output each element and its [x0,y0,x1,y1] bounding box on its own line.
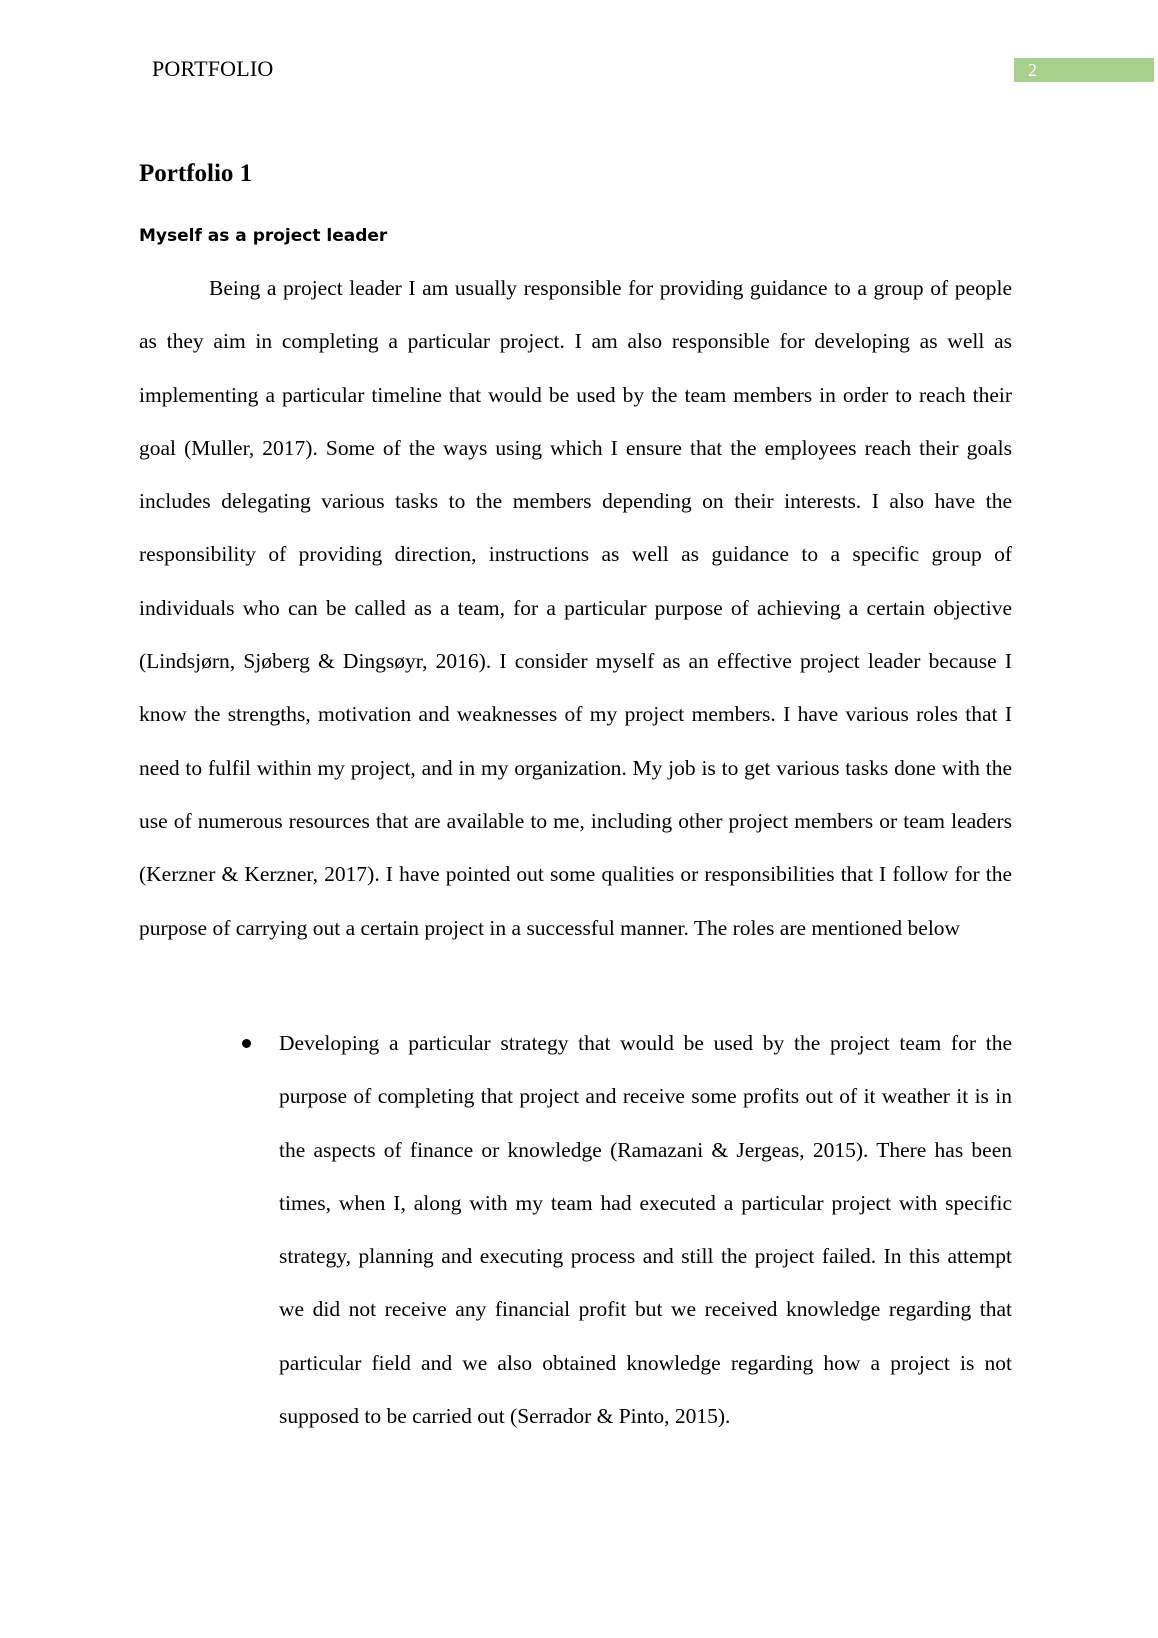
bullet-text: Developing a particular strategy that would be used by the project team for the purpose of completing that project and receive some profits out of it weather it is in the aspects of finance or knowledge (Ramazani & Jergeas, 2015). There has been times, when I, along with my team had executed a particular project with specific strategy, planning and executing process and still the project failed. In this attempt we did not receive any financial profit but we received knowledge regarding that particular field and we also obtained knowledge regarding how a project is not supposed to be carried out (Serrador & Pinto, 2015). [279,1031,1012,1429]
header-title: PORTFOLIO [152,56,274,81]
bullet-item [279,1017,1012,1443]
body-paragraph: Being a project leader I am usually responsible for providing guidance to a group of people as they aim in completing a particular project. I am also responsible for developing as well as implementing a particular timeline that would be used by the team members in order to reach their goal (Muller, 2017). Some of the ways using which I ensure that the employees reach their goals includes delegating various tasks to the members depending on their interests. I also have the responsibility of providing direction, instructions as well as guidance to a specific group of individuals who can be called as a team, for a particular purpose of achieving a certain objective (Lindsjørn, Sjøberg & Dingsøyr, 2016). I consider myself as an effective project leader because I know the strengths, motivation and weaknesses of my project members. I have various roles that I need to fulfil within my project, and in my organization. My job is to get various tasks done with the use of numerous resources that are available to me, including other project members or team leaders (Kerzner & Kerzner, 2017). I have pointed out some qualities or responsibilities that I follow for the purpose of carrying out a certain project in a successful manner. The roles are mentioned below [139,276,1012,940]
bullet-dot-icon [242,1039,251,1048]
document-heading: Portfolio 1 [139,160,253,187]
document-subheading: Myself as a project leader [139,226,388,246]
bullet-list [279,1017,1012,1443]
page-number-badge: 2 [1014,58,1154,82]
